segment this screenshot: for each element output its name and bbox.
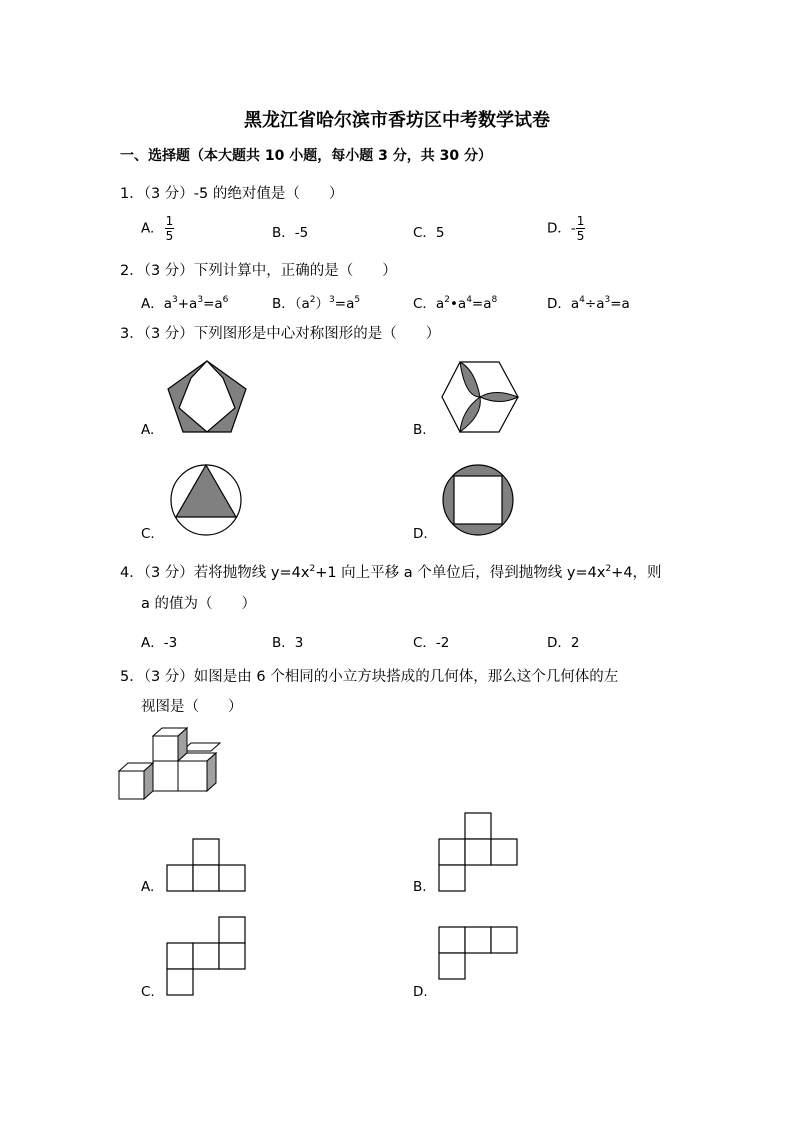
text: C．a	[413, 296, 445, 312]
exponent: 3	[604, 295, 611, 305]
q5-option-c-label: C.	[141, 984, 155, 1000]
exponent: 5	[354, 295, 361, 305]
q5-figure-d	[438, 926, 520, 982]
section-heading: 一、选择题（本大题共 10 小题，每小题 3 分，共 30 分）	[120, 148, 492, 164]
text: ）	[315, 296, 330, 312]
q4-option-b: B．3	[272, 635, 304, 651]
q1-option-a-fraction	[165, 214, 175, 243]
q3-option-d-label: D.	[413, 526, 428, 542]
text: D．a	[547, 296, 580, 312]
q1-option-a-label: A.	[141, 220, 155, 237]
q5-figure-c	[166, 916, 248, 996]
question-4-stem-line2: a 的值为（ ）	[141, 596, 256, 612]
text: +4，则	[611, 565, 662, 581]
q3-figure-d-circle-square	[440, 462, 516, 538]
exponent: 4	[579, 295, 585, 305]
q5-cube-solid-figure	[116, 725, 220, 801]
q4-option-d: D．2	[547, 635, 580, 651]
q3-figure-a-pentagon	[165, 358, 255, 438]
text: ÷a	[584, 296, 605, 312]
text: •a	[449, 296, 467, 312]
fraction-numerator: 1	[165, 214, 174, 228]
q5-option-d-label: D.	[413, 984, 428, 1000]
text: =a	[610, 296, 630, 312]
q3-option-c-label: C.	[141, 526, 155, 542]
q2-option-d	[547, 292, 630, 312]
q5-option-a-label: A.	[141, 879, 155, 895]
fraction-numerator: 1	[576, 214, 585, 228]
q4-option-a: A．-3	[141, 635, 178, 651]
text: +1 向上平移 a 个单位后，得到抛物线 y=4x	[315, 565, 606, 581]
question-3-stem: 3．（3 分）下列图形是中心对称图形的是（ ）	[120, 326, 441, 342]
exponent: 3	[172, 295, 178, 305]
exponent: 8	[491, 295, 498, 305]
q1-option-b: B．-5	[272, 225, 309, 241]
exponent: 6	[222, 295, 229, 305]
q2-option-a	[141, 292, 228, 312]
fraction-denominator: 5	[165, 229, 174, 243]
question-2-stem: 2．（3 分）下列计算中，正确的是（ ）	[120, 263, 397, 279]
fraction-denominator: 5	[576, 229, 585, 243]
exponent: 2	[605, 564, 612, 574]
q1-option-a	[141, 214, 174, 243]
exponent: 3	[197, 295, 204, 305]
q1-option-d-label: D．-	[547, 220, 576, 237]
text: A．a	[141, 296, 173, 312]
q3-option-b-label: B.	[413, 422, 427, 438]
exponent: 3	[329, 295, 335, 305]
question-1-stem: 1．（3 分）-5 的绝对值是（ ）	[120, 186, 344, 202]
q1-option-c: C．5	[413, 225, 445, 241]
exponent: 2	[444, 295, 450, 305]
text: B．（a	[272, 296, 310, 312]
page-title: 黑龙江省哈尔滨市香坊区中考数学试卷	[244, 110, 550, 131]
q5-option-b-label: B.	[413, 879, 427, 895]
text: =a	[334, 296, 355, 312]
text: =a	[471, 296, 492, 312]
q5-figure-b	[438, 812, 520, 892]
question-5-stem-line1: 5．（3 分）如图是由 6 个相同的小立方块搭成的几何体，那么这个几何体的左	[120, 669, 619, 685]
q3-figure-c-circle-triangle	[168, 462, 244, 538]
q3-figure-b-hexagon	[440, 360, 520, 436]
q5-figure-a	[166, 838, 248, 892]
q2-option-c	[413, 292, 497, 312]
exponent: 4	[466, 295, 472, 305]
q2-option-b	[272, 292, 360, 312]
q4-option-c: C．-2	[413, 635, 450, 651]
text: +a	[177, 296, 198, 312]
q1-option-d	[547, 214, 585, 243]
exponent: 2	[309, 564, 316, 574]
q3-option-a-label: A.	[141, 422, 155, 438]
exponent: 2	[309, 295, 316, 305]
text: 4．（3 分）若将抛物线 y=4x	[120, 565, 310, 581]
question-5-stem-line2: 视图是（ ）	[141, 699, 243, 715]
text: =a	[203, 296, 223, 312]
question-4-stem-line1	[120, 561, 662, 582]
q1-option-d-fraction	[576, 214, 586, 243]
